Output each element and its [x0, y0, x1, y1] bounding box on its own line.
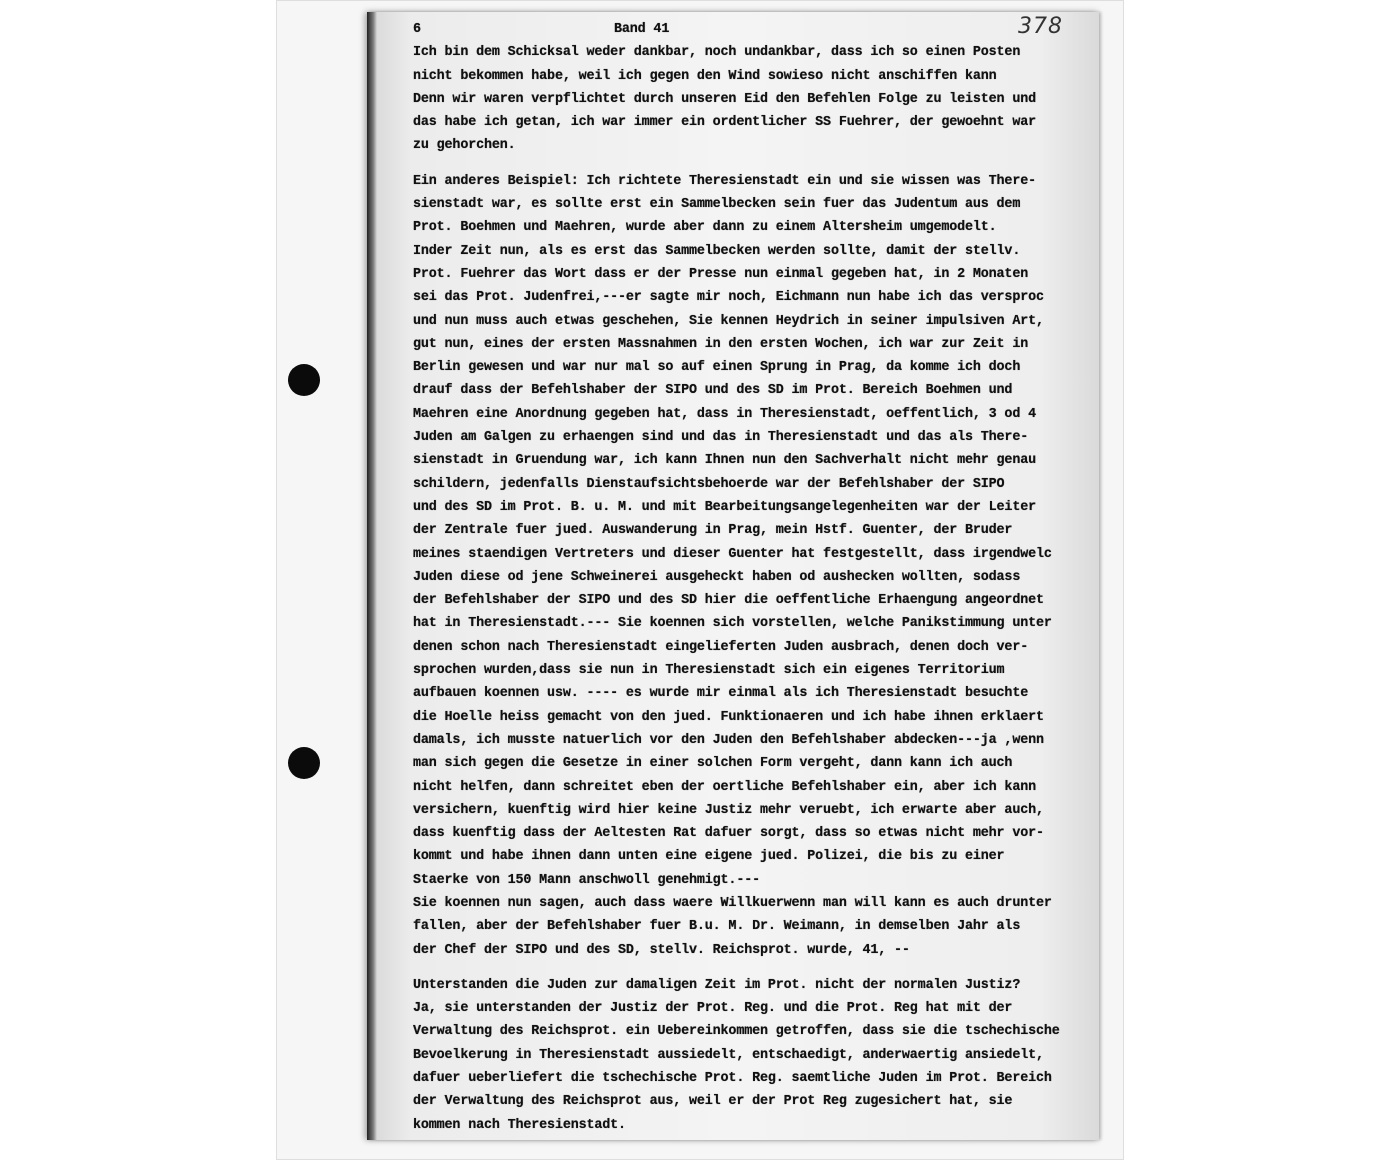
text-line: die Hoelle heiss gemacht von den jued. Funktionaeren und ich habe ihnen erklaert	[413, 709, 1044, 725]
text-line: der Befehlshaber der SIPO und des SD hier die oeffentliche Erhaengung angeordnet	[413, 593, 1044, 609]
text-line: Unterstanden die Juden zur damaligen Zeit im Prot. nicht der normalen Justiz?	[413, 977, 1021, 993]
text-line: Inder Zeit nun, als es erst das Sammelbecken werden sollte, damit der stellv.	[413, 243, 1021, 259]
text-line: Ja, sie unterstanden der Justiz der Prot. Reg. und die Prot. Reg hat mit der	[413, 1001, 1013, 1017]
text-line: kommt und habe ihnen dann unten eine eigene jued. Polizei, die bis zu einer	[413, 849, 1005, 865]
text-line: versichern, kuenftig wird hier keine Justiz mehr veruebt, ich erwarte aber auch,	[413, 802, 1044, 818]
text-line: denen schon nach Theresienstadt eingelieferten Juden ausbrach, denen doch ver-	[413, 639, 1029, 655]
text-line: sprochen wurden,dass sie nun in Theresienstadt sich ein eigenes Territorium	[413, 663, 1005, 679]
text-line: Staerke von 150 Mann anschwoll genehmigt.---	[413, 872, 760, 888]
text-line: sienstadt war, es sollte erst ein Sammelbecken sein fuer das Judentum aus dem	[413, 197, 1021, 213]
text-line: nicht helfen, dann schreitet eben der oertliche Befehlshaber ein, aber ich kann	[413, 779, 1036, 795]
text-line: Berlin gewesen und war nur mal so auf einen Sprung in Prag, da komme ich doch	[413, 360, 1021, 376]
handwritten-sheet-number: 378	[1018, 14, 1063, 39]
text-line: aufbauen koennen usw. ---- es wurde mir einmal als ich Theresienstadt besuchte	[413, 686, 1029, 702]
text-line: man sich gegen die Gesetze in einer solchen Form vergeht, dann kann ich auch	[413, 756, 1013, 772]
text-line: fallen, aber der Befehlshaber fuer B.u. M. Dr. Weimann, in demselben Jahr als	[413, 919, 1021, 935]
text-line: und des SD im Prot. B. u. M. und mit Bearbeitungsangelegenheiten war der Leiter	[413, 499, 1036, 515]
text-line: Sie koennen nun sagen, auch dass waere Willkuerwenn man will kann es auch drunter	[413, 895, 1052, 911]
text-line: der Chef der SIPO und des SD, stellv. Reichsprot. wurde, 41, --	[413, 942, 910, 958]
text-line: gut nun, eines der ersten Massnahmen in den ersten Wochen, ich war zur Zeit in	[413, 336, 1029, 352]
text-line: sienstadt in Gruendung war, ich kann Ihnen nun den Sachverhalt nicht mehr genau	[413, 453, 1036, 469]
paragraph-2	[413, 170, 1099, 962]
scanned-page	[276, 0, 1124, 1160]
punch-hole-icon	[288, 364, 320, 396]
text-line: zu gehorchen.	[413, 138, 516, 154]
text-line: der Verwaltung des Reichsprot aus, weil er der Prot Reg zugesichert hat, sie	[413, 1094, 1013, 1110]
text-line: dafuer ueberliefert die tschechische Prot. Reg. saemtliche Juden im Prot. Bereich	[413, 1071, 1052, 1087]
text-line: sei das Prot. Judenfrei,---er sagte mir noch, Eichmann nun habe ich das versproc	[413, 290, 1044, 306]
paragraph-3	[413, 974, 1099, 1137]
text-line: Bevoelkerung in Theresienstadt aussiedelt, entschaedigt, anderwaertig ansiedelt,	[413, 1047, 1044, 1063]
text-line: und nun muss auch etwas geschehen, Sie kennen Heydrich in seiner impulsiven Art,	[413, 313, 1044, 329]
text-line: schildern, jedenfalls Dienstaufsichtsbehoerde war der Befehlshaber der SIPO	[413, 476, 1005, 492]
text-line: kommen nach Theresienstadt.	[413, 1117, 626, 1133]
text-line: dass kuenftig dass der Aeltesten Rat dafuer sorgt, dass so etwas nicht mehr vor-	[413, 826, 1044, 842]
text-line: damals, ich musste natuerlich vor den Juden den Befehlshaber abdecken---ja ,wenn	[413, 732, 1044, 748]
text-line: Prot. Boehmen und Maehren, wurde aber dann zu einem Altersheim umgemodelt.	[413, 220, 997, 236]
text-line: Denn wir waren verpflichtet durch unseren Eid den Befehlen Folge zu leisten und	[413, 91, 1036, 107]
text-line: Juden diese od jene Schweinerei ausgeheckt haben od aushecken wollten, sodass	[413, 569, 1021, 585]
text-line: Ein anderes Beispiel: Ich richtete Theresienstadt ein und sie wissen was There-	[413, 173, 1036, 189]
band-label: Band 41	[614, 22, 670, 37]
page-number: 6	[413, 22, 421, 37]
text-line: nicht bekommen habe, weil ich gegen den Wind sowieso nicht anschiffen kann	[413, 68, 997, 84]
text-line: hat in Theresienstadt.--- Sie koennen sich vorstellen, welche Panikstimmung unter	[413, 616, 1052, 632]
punch-hole-icon	[288, 747, 320, 779]
text-line: Juden am Galgen zu erhaengen sind und das in Theresienstadt und das als There-	[413, 430, 1029, 446]
text-line: meines staendigen Vertreters und dieser Guenter hat festgestellt, dass irgendwelc	[413, 546, 1052, 562]
text-line: der Zentrale fuer jued. Auswanderung in Prag, mein Hstf. Guenter, der Bruder	[413, 523, 1013, 539]
paragraph-1	[413, 41, 1099, 157]
page-header	[413, 18, 1099, 41]
text-line: Maehren eine Anordnung gegeben hat, dass in Theresienstadt, oeffentlich, 3 od 4	[413, 406, 1036, 422]
text-line: Ich bin dem Schicksal weder dankbar, noch undankbar, dass ich so einen Posten	[413, 45, 1021, 61]
text-line: Prot. Fuehrer das Wort dass er der Presse nun einmal gegeben hat, in 2 Monaten	[413, 266, 1029, 282]
typewritten-sheet	[367, 12, 1099, 1140]
text-line: das habe ich getan, ich war immer ein ordentlicher SS Fuehrer, der gewoehnt war	[413, 115, 1036, 131]
text-line: drauf dass der Befehlshaber der SIPO und des SD im Prot. Bereich Boehmen und	[413, 383, 1013, 399]
text-line: Verwaltung des Reichsprot. ein Uebereinkommen getroffen, dass sie die tschechische	[413, 1024, 1060, 1040]
typed-text-block	[413, 18, 1099, 1137]
